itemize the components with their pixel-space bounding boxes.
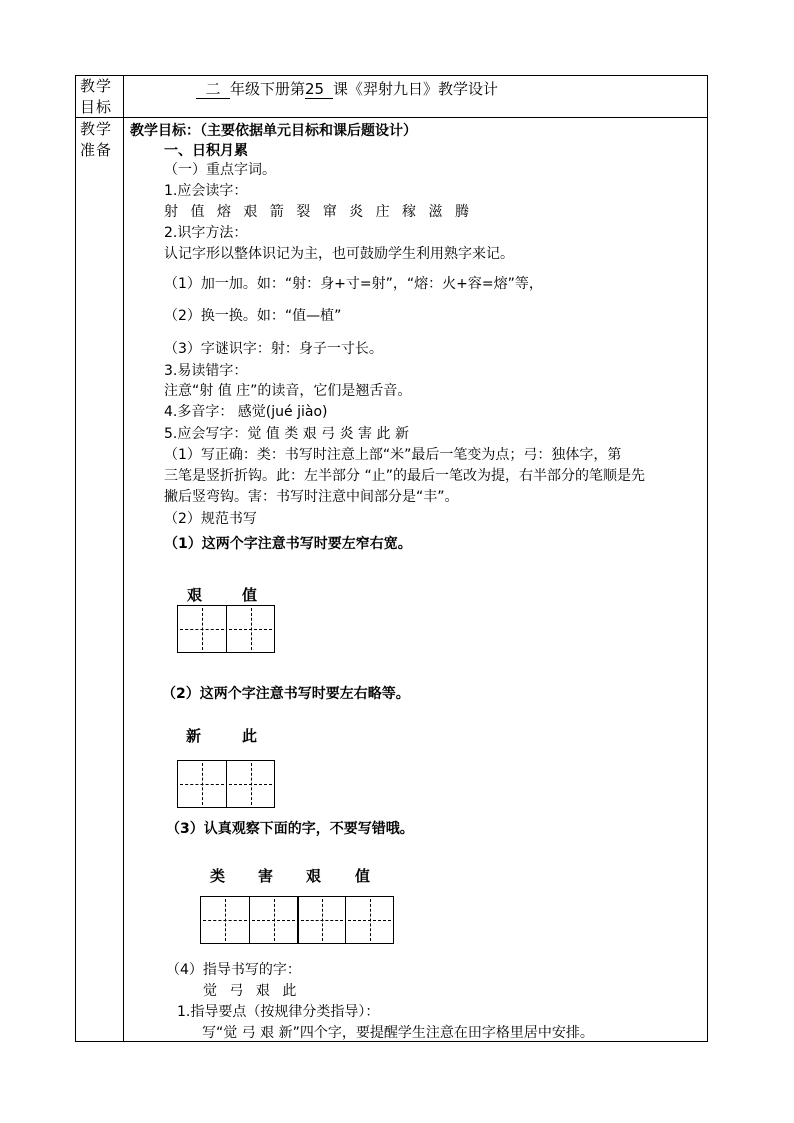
grid-char: 类 [210, 867, 226, 885]
grid-char: 艰 [306, 867, 322, 885]
grid-cell [345, 897, 393, 943]
guide-left-narrow: （1）这两个字注意书写时要左窄右宽。 [164, 536, 412, 552]
grid-char: 艰 [187, 586, 203, 604]
grid-cell [226, 761, 274, 807]
grid-char: 害 [258, 867, 274, 885]
table-row-divider [75, 117, 708, 118]
grid-char: 新 [186, 727, 202, 745]
row-label-objective: 教学目标 [80, 77, 113, 116]
table-column-divider [123, 75, 124, 1042]
grid-cell [249, 897, 297, 943]
guide-points-text: 写“觉 弓 艰 新”四个字，要提醒学生注意在田字格里居中安排。 [202, 1025, 594, 1041]
row-label-preparation: 教学准备 [80, 120, 113, 159]
read-chars-list: 射 值 熔 艰 箭 裂 窜 炎 庄 稼 滋 腾 [164, 204, 473, 220]
method-text: 认记字形以整体识记为主，也可鼓励学生利用熟字来记。 [164, 246, 514, 262]
grid-char: 值 [242, 586, 258, 604]
subsection-heading: （一）重点字词。 [164, 162, 276, 178]
item-polyphone: 4.多音字： 感觉(jué jiào) [164, 404, 328, 420]
page-title [196, 79, 498, 99]
guide-points-heading: 1.指导要点（按规律分类指导）： [177, 1004, 380, 1020]
guide-chars-heading: （4）指导书写的字： [166, 962, 301, 978]
grid-char: 值 [355, 867, 371, 885]
method-riddle: （3）字谜识字：射：身子一寸长。 [164, 341, 383, 357]
grid-cell [226, 606, 274, 652]
grid-cell [201, 897, 249, 943]
grid-cell [297, 897, 345, 943]
item-write-chars: 5.应会写字：觉 值 类 艰 弓 炎 害 此 新 [164, 426, 409, 442]
title-lesson-blank: 25 [305, 80, 333, 99]
objectives-heading: 教学目标：（主要依据单元目标和课后题设计） [130, 123, 417, 139]
write-correct-line2: 三笔是竖折折钩。此：左半部分 “止”的最后一笔改为提，右半部分的笔顺是先 [164, 468, 645, 484]
item-read-chars: 1.应会读字： [164, 183, 248, 199]
guide-observe: （3）认真观察下面的字，不要写错哦。 [166, 821, 414, 837]
item-method: 2.识字方法： [164, 225, 248, 241]
write-correct-line1: （1）写正确：类：书写时注意上部“米”最后一笔变为点；弓：独体字，第 [164, 447, 622, 463]
guide-chars-list: 觉 弓 艰 此 [203, 983, 301, 999]
easy-wrong-text: 注意“射 值 庄”的读音，它们是翘舌音。 [164, 383, 412, 399]
method-add: （1）加一加。如：“射：身+寸=射”，“熔：火+容=熔”等， [164, 276, 543, 292]
write-correct-line3: 撇后竖弯钩。害：书写时注意中间部分是“丰”。 [164, 489, 459, 505]
tianzige-grid [177, 605, 275, 653]
method-swap: （2）换一换。如：“值—植” [164, 308, 342, 324]
title-part2: 课《羿射九日》教学设计 [333, 80, 499, 98]
section-heading: 一、日积月累 [164, 143, 248, 159]
tianzige-grid [200, 896, 394, 944]
tianzige-grid [177, 760, 275, 808]
grid-char: 此 [242, 727, 258, 745]
guide-equal-sides: （2）这两个字注意书写时要左右略等。 [162, 686, 410, 702]
grid-cell [178, 606, 226, 652]
grid-cell [178, 761, 226, 807]
item-easy-wrong: 3.易读错字： [164, 363, 248, 379]
title-part1: 年级下册第 [230, 80, 306, 98]
standard-writing: （2）规范书写 [164, 511, 257, 527]
title-grade-blank: 二 [196, 80, 230, 99]
